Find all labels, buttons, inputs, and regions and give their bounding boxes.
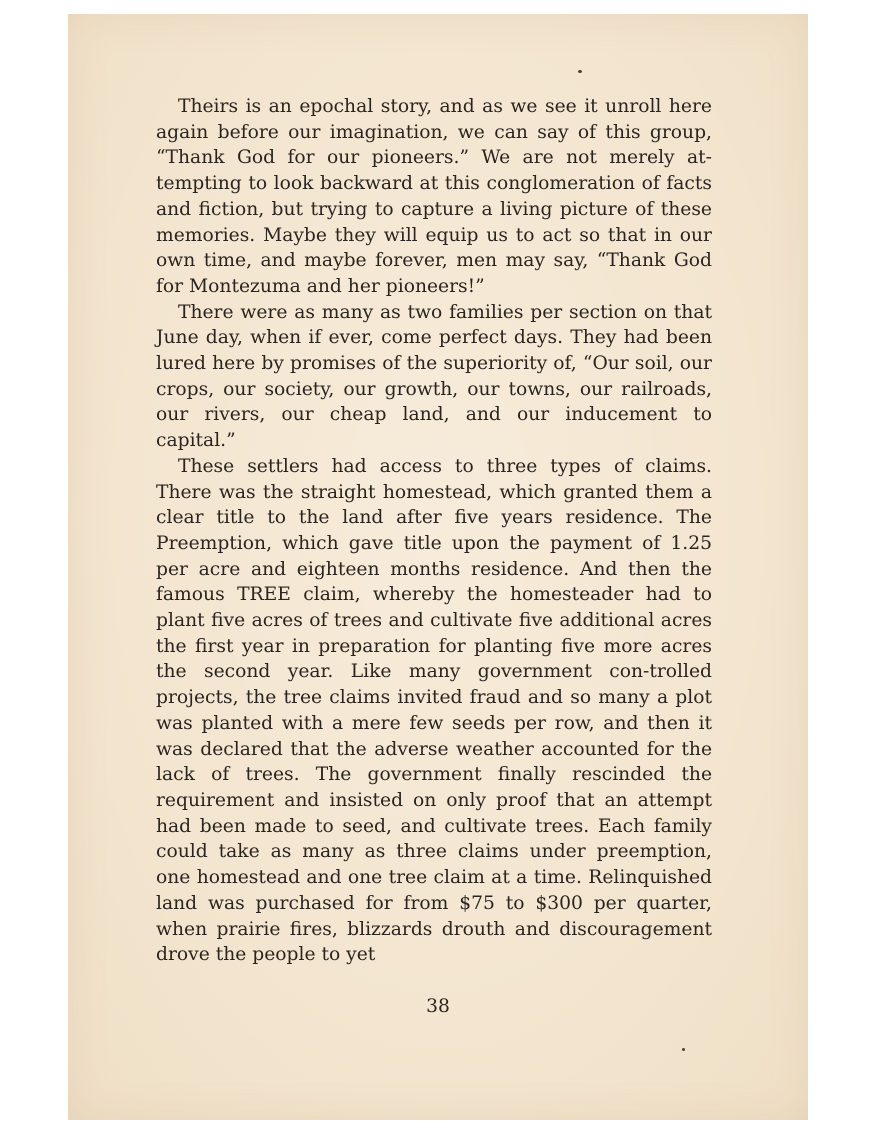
paragraph: Theirs is an epochal story, and as we see it unroll here again before our imagination, we can say of this group, “Thank God for our pioneers.” We are not merely at-tempting to look backward at this conglomeration of facts and fiction, but trying to capture a living picture of these memories. Maybe they will equip us to act so that in our own time, and maybe forever, men may say, “Thank God for Montezuma and her pioneers!” xyxy=(156,96,712,297)
ink-speck xyxy=(682,1048,685,1051)
paragraph: There were as many as two families per section on that June day, when if ever, come perfect days. They had been lured here by promises of the superiority of, “Our soil, our crops, our society, our growth, our towns, our railroads, our rivers, our cheap land, and our inducement to capital.” xyxy=(156,301,712,452)
ink-speck xyxy=(578,70,582,73)
paragraph: These settlers had access to three types of claims. There was the straight homestead, which granted them a clear title to the land after five years residence. The Preemption, which gave title upon the payment of 1.25 per acre and eighteen months residence. And then the famous TREE claim, whereby the homesteader had to plant five acres of trees and cultivate five additional acres the first year in preparation for planting five more acres the second year. Like many government con-trolled projects, the tree claims invited fraud and so many a plot was planted with a mere few seeds per row, and then it was declared that the adverse weather accounted for the lack of trees. The government finally rescinded the requirement and insisted on only proof that an attempt had been made to seed, and cultivate trees. Each family could take as many as three claims under preemption, one homestead and one tree claim at a time. Relinquished land was purchased for from $75 to $300 per quarter, when prairie fires, blizzards drouth and discouragement drove the people to yet xyxy=(156,455,712,966)
body-text xyxy=(156,94,712,968)
page-number: 38 xyxy=(426,996,450,1017)
book-page xyxy=(68,14,808,1120)
